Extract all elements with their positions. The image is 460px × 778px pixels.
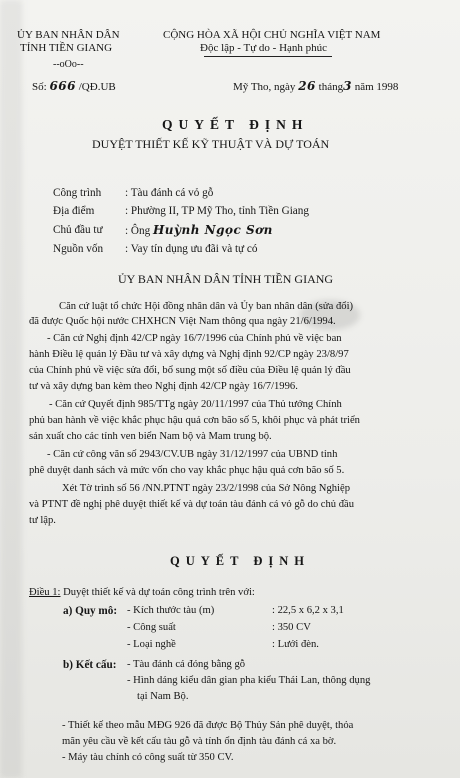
body-line: tư lập. (29, 515, 56, 526)
article-1-text: Duyệt thiết kế và dự toán công trình trên với: (63, 587, 255, 598)
info-value-investor (125, 224, 273, 237)
body-line: Xét Tờ trình số 56 /NN.PTNT ngày 23/2/1998 của Sở Nông Nghiệp (62, 483, 350, 494)
info-label-location: Địa điểm (53, 205, 95, 217)
info-value-location: : Phường II, TP Mỹ Tho, tỉnh Tiền Giang (125, 205, 309, 217)
number-suffix: /QĐ.UB (78, 81, 116, 93)
number-prefix: Số: (32, 81, 47, 93)
spec-name: - Công suất (127, 622, 176, 633)
decision-title: QUYẾT ĐỊNH (170, 554, 310, 568)
footer-line: - Thiết kế theo mẫu MĐG 926 đã được Bộ Thủy Sản phê duyệt, thỏa (62, 720, 354, 731)
investor-name-handwritten: Huỳnh Ngọc Sơn (152, 223, 273, 237)
info-label-funding: Nguồn vốn (53, 243, 104, 255)
body-line: phủ ban hành về việc khắc phục hậu quả cơn bão số 5, khôi phục và phát triển (29, 415, 360, 426)
document-number (32, 80, 116, 93)
spec-value: : 350 CV (272, 622, 311, 633)
date-month-label: tháng (318, 81, 344, 93)
article-1-label: Điều 1: (29, 587, 61, 598)
body-line: - Căn cứ công văn số 2943/CV.UB ngày 31/12/1997 của UBND tỉnh (47, 449, 338, 460)
article-1-line (29, 588, 255, 599)
structure-line: tại Nam Bộ. (137, 691, 189, 702)
body-line: của Chính phủ về việc sửa đổi, bổ sung một số điều của Điều lệ quản lý đầu (29, 365, 351, 376)
document-title: QUYẾT ĐỊNH (162, 117, 309, 132)
spec-value: : Lưới đèn. (272, 639, 319, 650)
national-motto: Độc lập - Tự do - Hạnh phúc (200, 42, 328, 54)
body-line: và PTNT đề nghị phê duyệt thiết kế và dự toán tàu đánh cá vỏ gỗ do chủ đầu (29, 499, 355, 510)
body-line: hành Điều lệ quản lý Đầu tư và xây dựng và Nghị định 92/CP ngày 23/8/97 (29, 349, 349, 360)
body-line: tư và xây dựng ban kèm theo Nghị định 42/CP ngày 16/7/1996. (29, 381, 298, 392)
body-line: Căn cứ luật tổ chức Hội đồng nhân dân và Ủy ban nhân dân (sửa đổi) (59, 301, 354, 312)
spec-name: - Loại nghề (127, 639, 176, 650)
issue-date (233, 80, 398, 93)
body-line: đã được Quốc hội nước CHXHCN Việt Nam thông qua ngày 21/6/1994. (29, 316, 336, 327)
nation-name: CỘNG HÒA XÃ HỘI CHỦ NGHĨA VIỆT NAM (163, 29, 381, 41)
structure-label: b) Kết cấu: (63, 659, 117, 671)
structure-line: - Tàu đánh cá đóng bằng gỗ (127, 659, 246, 670)
info-label-project: Công trình (53, 187, 102, 199)
scale-label: a) Quy mô: (63, 605, 118, 617)
date-year: năm 1998 (354, 81, 399, 93)
investor-prefix: : Ông (125, 225, 153, 237)
body-line: sản xuất cho các tỉnh ven biển Nam bộ và Mam trung bộ. (29, 431, 272, 442)
agency-decoration: --oOo-- (53, 59, 84, 70)
info-value-project: : Tàu đánh cá vỏ gỗ (125, 187, 214, 199)
date-day-handwritten: 26 (298, 79, 316, 93)
footer-line: - Máy tàu chính có công suất từ 350 CV. (62, 752, 234, 763)
document-subtitle: DUYỆT THIẾT KẾ KỸ THUẬT VÀ DỰ TOÁN (92, 137, 330, 151)
footer-line: mãn yêu cầu về kết cấu tàu gỗ và tính ổn định tàu đánh cá xa bờ. (62, 736, 337, 747)
structure-line: - Hình dáng kiểu dân gian pha kiểu Thái Lan, thông dụng (127, 675, 371, 686)
info-value-funding: : Vay tín dụng ưu đãi và tự có (125, 243, 258, 255)
number-handwritten: 666 (49, 79, 76, 93)
motto-underline (204, 56, 332, 57)
body-line: phê duyệt danh sách và mức vốn cho vay khắc phục hậu quả cơn bão số 5. (29, 465, 345, 476)
body-line: - Căn cứ Quyết định 985/TTg ngày 20/11/1997 của Thủ tướng Chính (49, 399, 342, 410)
date-prefix: Mỹ Tho, ngày (233, 81, 296, 93)
date-month-handwritten: 3 (343, 79, 352, 93)
info-label-investor: Chủ đầu tư (53, 224, 103, 236)
spec-value: : 22,5 x 6,2 x 3,1 (272, 605, 344, 616)
authority-heading: ỦY BAN NHÂN DÂN TỈNH TIỀN GIANG (118, 272, 334, 286)
body-line: - Căn cứ Nghị định 42/CP ngày 16/7/1996 của Chính phủ về việc ban (47, 333, 342, 344)
agency-name-line2: TỈNH TIỀN GIANG (20, 42, 113, 54)
spec-name: - Kích thước tàu (m) (127, 605, 215, 616)
agency-name-line1: ỦY BAN NHÂN DÂN (17, 29, 120, 41)
scan-edge-shadow (0, 0, 22, 778)
